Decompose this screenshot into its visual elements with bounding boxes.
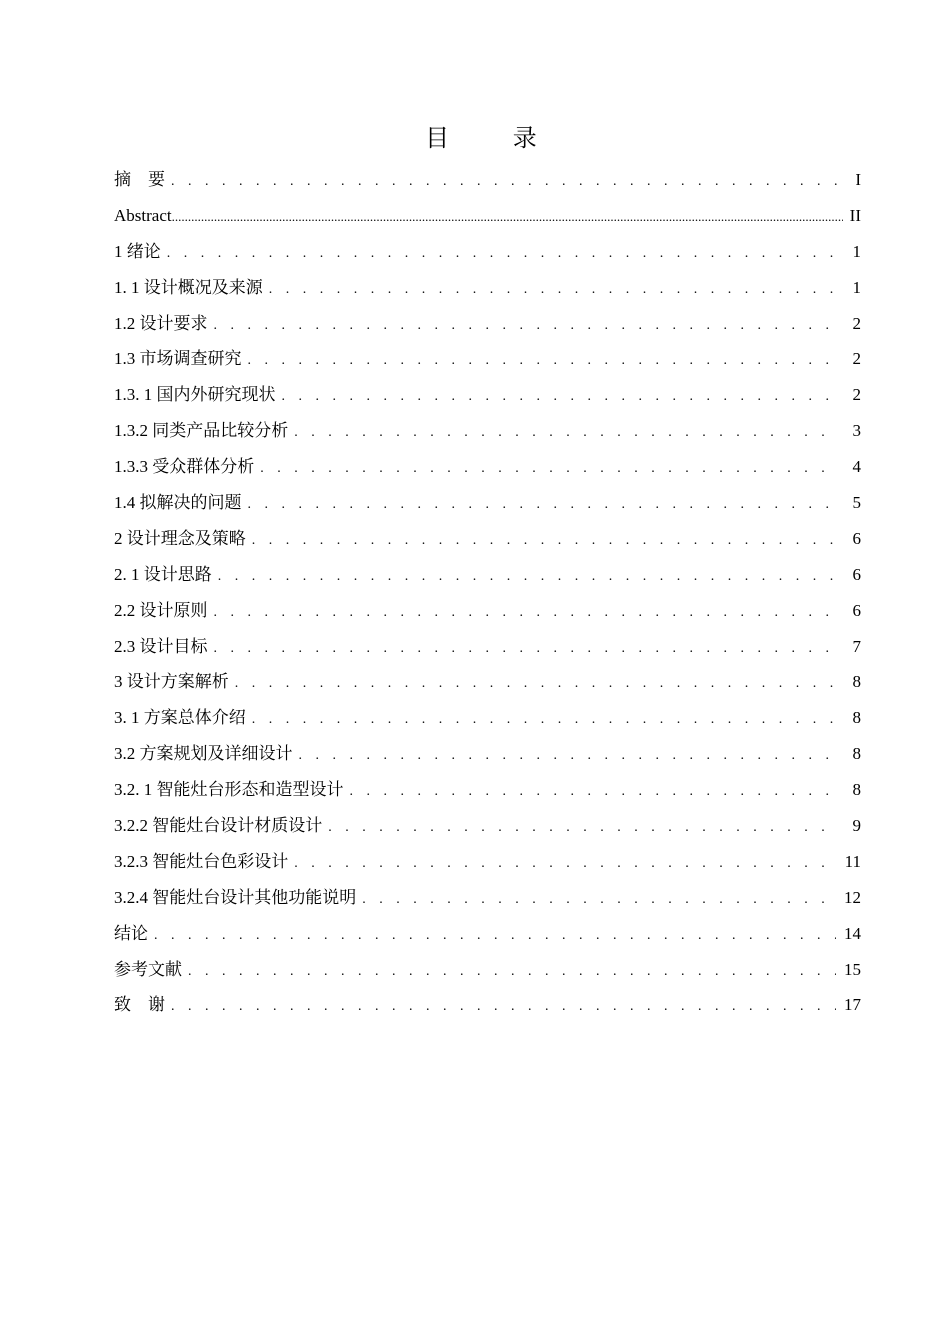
toc-entry-label: 2 设计理念及策略 (114, 528, 246, 548)
toc-entry[interactable] (114, 916, 861, 952)
toc-entry-label: 1.3 市场调查研究 (114, 349, 242, 369)
toc-entry-page: 9 (852, 816, 861, 836)
dot-leader (328, 810, 839, 844)
toc-entry[interactable] (114, 844, 861, 880)
dot-leader (282, 379, 840, 413)
toc-entry[interactable] (114, 664, 861, 700)
toc-entry[interactable] (114, 772, 861, 808)
toc-entry[interactable] (114, 808, 861, 844)
toc-list (114, 162, 861, 1023)
dot-leader (252, 702, 839, 736)
toc-entry-label: Abstract (114, 205, 172, 225)
toc-entry[interactable] (114, 341, 861, 377)
toc-entry[interactable] (114, 700, 861, 736)
toc-entry-page: 6 (852, 600, 861, 620)
dot-leader (218, 559, 839, 593)
dot-leader (248, 343, 840, 377)
toc-entry-label: 1.3.2 同类产品比较分析 (114, 421, 289, 441)
toc-entry-label: 致 谢 (114, 995, 165, 1015)
toc-entry[interactable] (114, 880, 861, 916)
toc-entry-label: 2.2 设计原则 (114, 600, 208, 620)
toc-entry-page: 6 (852, 564, 861, 584)
toc-entry[interactable] (114, 557, 861, 593)
toc-entry[interactable] (114, 234, 861, 270)
toc-entry-page: 2 (852, 313, 861, 333)
toc-entry-page: 4 (852, 457, 861, 477)
dot-leader (235, 666, 839, 700)
dot-leader (172, 199, 843, 234)
toc-entry-page: 15 (844, 959, 861, 979)
dot-leader (260, 451, 839, 485)
toc-entry-label: 1.4 拟解决的问题 (114, 493, 242, 513)
dot-leader (171, 989, 836, 1023)
toc-entry-page: 8 (852, 708, 861, 728)
toc-entry-label: 结论 (114, 923, 148, 943)
toc-entry-page: 8 (852, 780, 861, 800)
toc-entry-label: 3. 1 方案总体介绍 (114, 708, 246, 728)
toc-entry-page: 17 (844, 995, 861, 1015)
toc-entry[interactable] (114, 485, 861, 521)
dot-leader (299, 738, 840, 772)
toc-entry-label: 1.3. 1 国内外研究现状 (114, 385, 276, 405)
toc-entry-label: 3 设计方案解析 (114, 672, 229, 692)
toc-entry[interactable] (114, 736, 861, 772)
toc-entry[interactable] (114, 952, 861, 988)
toc-entry-page: 14 (844, 923, 861, 943)
dot-leader (188, 954, 836, 988)
toc-entry-label: 摘 要 (114, 170, 165, 189)
toc-entry[interactable] (114, 593, 861, 629)
toc-entry-label: 3.2. 1 智能灶台形态和造型设计 (114, 780, 344, 800)
dot-leader (248, 487, 840, 521)
toc-entry-label: 参考文献 (114, 959, 182, 979)
dot-leader (294, 846, 836, 880)
toc-entry-page: 11 (844, 851, 861, 871)
dot-leader (214, 595, 840, 629)
toc-entry-page: 2 (852, 385, 861, 405)
toc-entry-page: II (849, 205, 861, 225)
toc-entry[interactable] (114, 270, 861, 306)
toc-entry[interactable] (114, 629, 861, 665)
toc-entry-page: 2 (852, 349, 861, 369)
toc-entry-page: 1 (852, 241, 861, 261)
toc-entry[interactable] (114, 521, 861, 557)
dot-leader (269, 272, 839, 306)
dot-leader (252, 523, 839, 557)
toc-entry-label: 2.3 设计目标 (114, 636, 208, 656)
toc-entry-label: 1 绪论 (114, 241, 161, 261)
toc-entry-page: I (855, 170, 861, 189)
dot-leader (167, 236, 839, 270)
dot-leader (294, 415, 839, 449)
toc-entry[interactable] (114, 413, 861, 449)
toc-entry-label: 1.2 设计要求 (114, 313, 208, 333)
toc-entry[interactable] (114, 987, 861, 1023)
toc-entry-page: 8 (852, 672, 861, 692)
dot-leader (350, 774, 840, 808)
toc-entry[interactable] (114, 449, 861, 485)
dot-leader (214, 308, 840, 342)
toc-entry-label: 3.2 方案规划及详细设计 (114, 744, 293, 764)
toc-entry-abstract-en[interactable] (114, 198, 861, 234)
toc-entry-page: 5 (852, 493, 861, 513)
toc-entry-label: 3.2.4 智能灶台设计其他功能说明 (114, 887, 357, 907)
toc-entry-page: 12 (844, 887, 861, 907)
toc-entry[interactable] (114, 377, 861, 413)
toc-entry-label: 1.3.3 受众群体分析 (114, 457, 255, 477)
toc-entry-page: 6 (852, 528, 861, 548)
toc-entry-page: 7 (852, 636, 861, 656)
page-title: 目 录 (425, 124, 565, 152)
toc-entry-abstract-cn[interactable] (114, 162, 861, 198)
toc-entry[interactable] (114, 306, 861, 342)
dot-leader (214, 631, 840, 665)
dot-leader (171, 164, 839, 198)
toc-entry-label: 1. 1 设计概况及来源 (114, 277, 263, 297)
dot-leader (362, 882, 836, 916)
toc-entry-page: 8 (852, 744, 861, 764)
toc-entry-label: 3.2.2 智能灶台设计材质设计 (114, 816, 323, 836)
toc-entry-label: 3.2.3 智能灶台色彩设计 (114, 851, 289, 871)
toc-entry-page: 1 (852, 277, 861, 297)
dot-leader (154, 918, 836, 952)
toc-entry-label: 2. 1 设计思路 (114, 564, 212, 584)
toc-entry-page: 3 (852, 421, 861, 441)
